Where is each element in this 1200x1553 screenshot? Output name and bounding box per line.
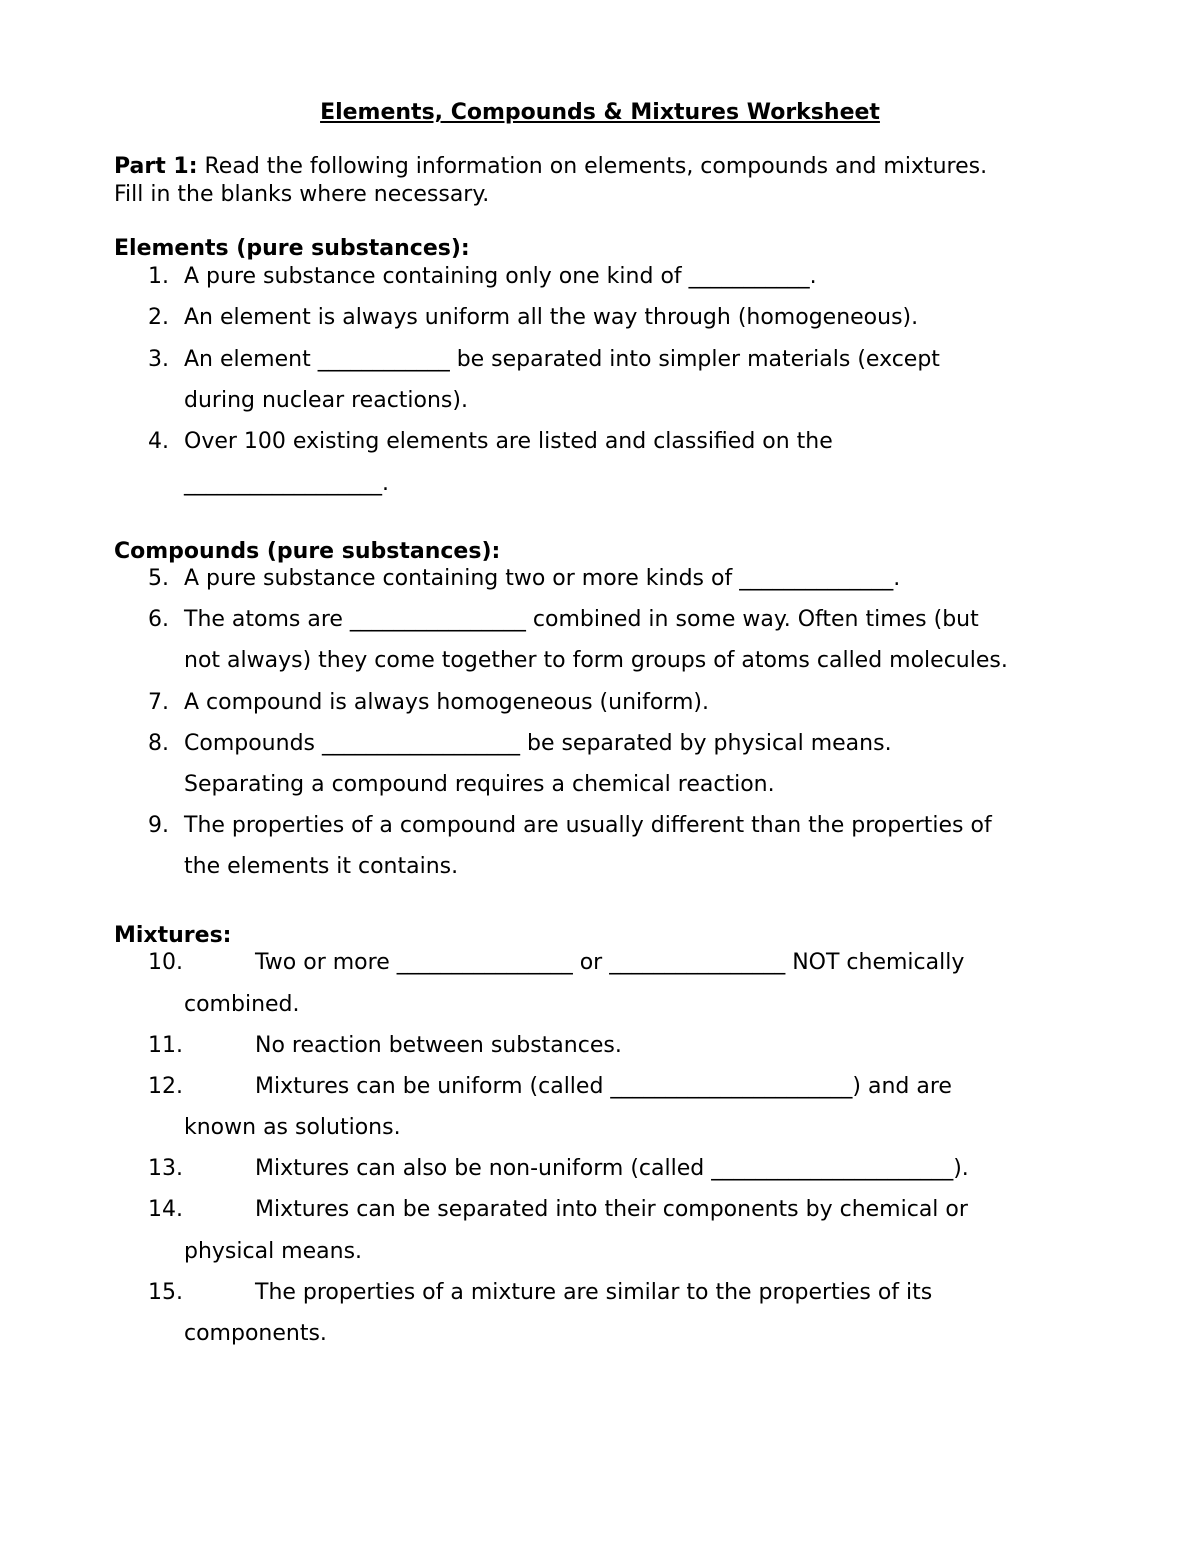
list-number: 10. [148, 950, 183, 975]
list-number: 1. [148, 264, 169, 289]
list-item-text: Mixtures can be uniform (called ______________________) and are [255, 1074, 952, 1099]
elements-heading: Elements (pure substances): [114, 236, 470, 261]
list-number: 3. [148, 347, 169, 372]
list-item-text: An element ____________ be separated into simpler materials (except [184, 347, 940, 372]
list-item-text: Two or more ________________ or ________________ NOT chemically [255, 950, 965, 975]
list-number: 6. [148, 607, 169, 632]
part1-label: Part 1: [114, 154, 198, 179]
list-number: 7. [148, 690, 169, 715]
list-item-text: components. [184, 1321, 327, 1346]
list-item-text: A compound is always homogeneous (uniform). [184, 690, 709, 715]
mixtures-heading: Mixtures: [114, 923, 232, 948]
part1-line1 [114, 153, 987, 181]
list-number: 2. [148, 305, 169, 330]
list-number: 12. [148, 1074, 183, 1099]
list-number: 11. [148, 1033, 183, 1058]
list-number: 9. [148, 813, 169, 838]
list-item-text: during nuclear reactions). [184, 388, 468, 413]
list-item-text: Mixtures can also be non-uniform (called ______________________). [255, 1156, 969, 1181]
list-item-text: A pure substance containing two or more kinds of ______________. [184, 566, 901, 591]
list-number: 4. [148, 429, 169, 454]
list-number: 8. [148, 731, 169, 756]
list-item-text: An element is always uniform all the way through (homogeneous). [184, 305, 919, 330]
list-number: 13. [148, 1156, 183, 1181]
list-item-text: Mixtures can be separated into their components by chemical or [255, 1197, 968, 1222]
list-item-text: Over 100 existing elements are listed and classified on the [184, 429, 833, 454]
list-item-text: __________________. [184, 471, 389, 496]
list-number: 5. [148, 566, 169, 591]
list-item-text: The properties of a compound are usually different than the properties of [184, 813, 992, 838]
list-item-text: not always) they come together to form groups of atoms called molecules. [184, 648, 1008, 673]
list-item-text: combined. [184, 992, 300, 1017]
list-number: 15. [148, 1280, 183, 1305]
list-item-text: known as solutions. [184, 1115, 401, 1140]
worksheet-title: Elements, Compounds & Mixtures Worksheet [320, 100, 880, 125]
list-item-text: Separating a compound requires a chemical reaction. [184, 772, 775, 797]
part1-text-line1: Read the following information on elements, compounds and mixtures. [197, 154, 988, 179]
compounds-heading: Compounds (pure substances): [114, 539, 501, 564]
list-item-text: No reaction between substances. [255, 1033, 622, 1058]
part1-text-line2: Fill in the blanks where necessary. [114, 182, 490, 207]
list-item-text: The properties of a mixture are similar to the properties of its [255, 1280, 933, 1305]
list-item-text: Compounds __________________ be separated by physical means. [184, 731, 892, 756]
list-item-text: physical means. [184, 1239, 363, 1264]
list-number: 14. [148, 1197, 183, 1222]
list-item-text: The atoms are ________________ combined in some way. Often times (but [184, 607, 979, 632]
list-item-text: the elements it contains. [184, 854, 459, 879]
list-item-text: A pure substance containing only one kind of ___________. [184, 264, 817, 289]
